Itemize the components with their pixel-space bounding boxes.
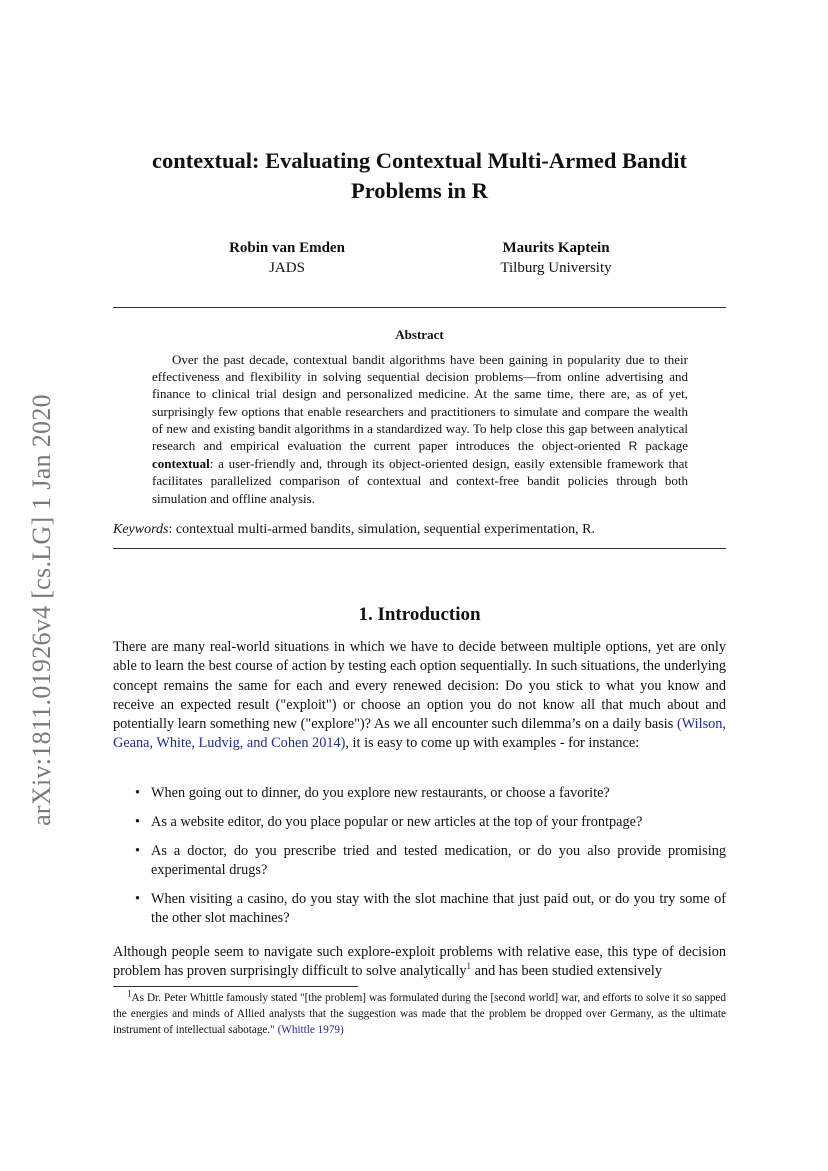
author-2 xyxy=(441,238,671,278)
abstract-text-part: : a user-friendly and, through its object-oriented design, easily extensible framework that facilitates parallelized comparison of contextual and context-free bandit policies through both simulation and offline analysis. xyxy=(152,456,688,506)
list-item-text: As a doctor, do you prescribe tried and tested medication, or do you also provide promising experimental drugs? xyxy=(151,843,726,878)
bullet-icon: • xyxy=(135,843,141,859)
list-item xyxy=(133,842,726,880)
author-name: Maurits Kaptein xyxy=(502,240,610,256)
author-affiliation: Tilburg University xyxy=(500,260,612,276)
abstract-text xyxy=(152,351,688,507)
paragraph-text: Although people seem to navigate such explore-exploit problems with relative ease, this type of decision problem has proven surprisingly difficult to solve analytically xyxy=(113,944,726,980)
paragraph-text: , it is easy to come up with examples - for instance: xyxy=(345,735,640,752)
citation-link[interactable]: (Wilson, Geana, White, Ludvig, and Cohen 2014) xyxy=(113,716,726,752)
footnote-text: As Dr. Peter Whittle famously stated "[the problem] was formulated during the [second world] war, and efforts to solve it so sapped the energies and minds of Allied analysts that the suggestion was made that the problem be dropped over Germany, as the ultimate instrument of intellectual sabotage." xyxy=(113,992,726,1036)
bottom-rule xyxy=(113,548,726,549)
paragraph-text: There are many real-world situations in which we have to decide between multiple options, yet are only able to learn the best course of action by testing each option sequentially. In such situations, the underlying concept remains the same for each and every renewed decision: Do you stick to what you know and receive an expected result ("exploit") or choose an option you do not know all that much about and potentially learn something new ("explore")? As we all encounter such dilemma’s on a daily basis xyxy=(113,639,726,733)
section-heading: 1. Introduction xyxy=(358,604,481,625)
r-language-name: R xyxy=(628,439,638,454)
author-affiliation: JADS xyxy=(269,260,305,276)
keywords xyxy=(113,520,726,540)
abstract-text-part: Over the past decade, contextual bandit algorithms have been gaining in popularity due to their effectiveness and flexibility in solving sequential decision problems—from online advertising and finance to clinical trial design and personalized medicine. At the same time, there are, as of yet, surprisingly few options that enable researchers and practitioners to simulate and compare the wealth of new and existing bandit algorithms in a standardized way. To help close this gap between analytical research and empirical evaluation the current paper introduces the object-oriented xyxy=(152,352,688,454)
author-name: Robin van Emden xyxy=(229,240,345,256)
list-item-text: When going out to dinner, do you explore new restaurants, or choose a favorite? xyxy=(151,785,610,801)
title-line-1: contextual: Evaluating Contextual Multi-Armed Bandit xyxy=(151,148,687,173)
top-rule xyxy=(113,307,726,308)
footnote xyxy=(113,990,726,1038)
examples-list xyxy=(133,784,726,938)
abstract-text-part: package xyxy=(645,438,688,454)
intro-paragraph-2 xyxy=(113,943,726,982)
abstract-heading: Abstract xyxy=(395,327,444,342)
footnote-citation-link[interactable]: (Whittle 1979) xyxy=(277,1024,344,1036)
footnote-number: 1 xyxy=(127,988,132,999)
list-item xyxy=(133,890,726,928)
list-item xyxy=(133,784,726,803)
list-item-text: When visiting a casino, do you stay with the slot machine that just paid out, or do you try some of the other slot machines? xyxy=(151,891,726,926)
bullet-icon: • xyxy=(135,785,141,801)
arxiv-side-stamp xyxy=(22,377,62,843)
arxiv-identifier: arXiv:1811.01926v4 [cs.LG] 1 Jan 2020 xyxy=(27,394,57,826)
list-item-text: As a website editor, do you place popular or new articles at the top of your frontpage? xyxy=(151,814,643,830)
bullet-icon: • xyxy=(135,891,141,907)
paragraph-text: and has been studied extensively xyxy=(474,963,662,980)
list-item xyxy=(133,813,726,832)
footnote-rule xyxy=(113,986,358,987)
intro-paragraph-1 xyxy=(113,638,726,754)
footnote-marker[interactable]: 1 xyxy=(466,961,472,972)
paper-title xyxy=(113,146,726,206)
author-1 xyxy=(172,238,402,278)
keywords-text: : contextual multi-armed bandits, simulation, sequential experimentation, R. xyxy=(168,522,595,537)
title-line-2: Problems in R xyxy=(350,178,489,203)
keywords-label: Keywords xyxy=(113,522,169,537)
package-name: contextual xyxy=(152,456,210,472)
bullet-icon: • xyxy=(135,814,141,830)
